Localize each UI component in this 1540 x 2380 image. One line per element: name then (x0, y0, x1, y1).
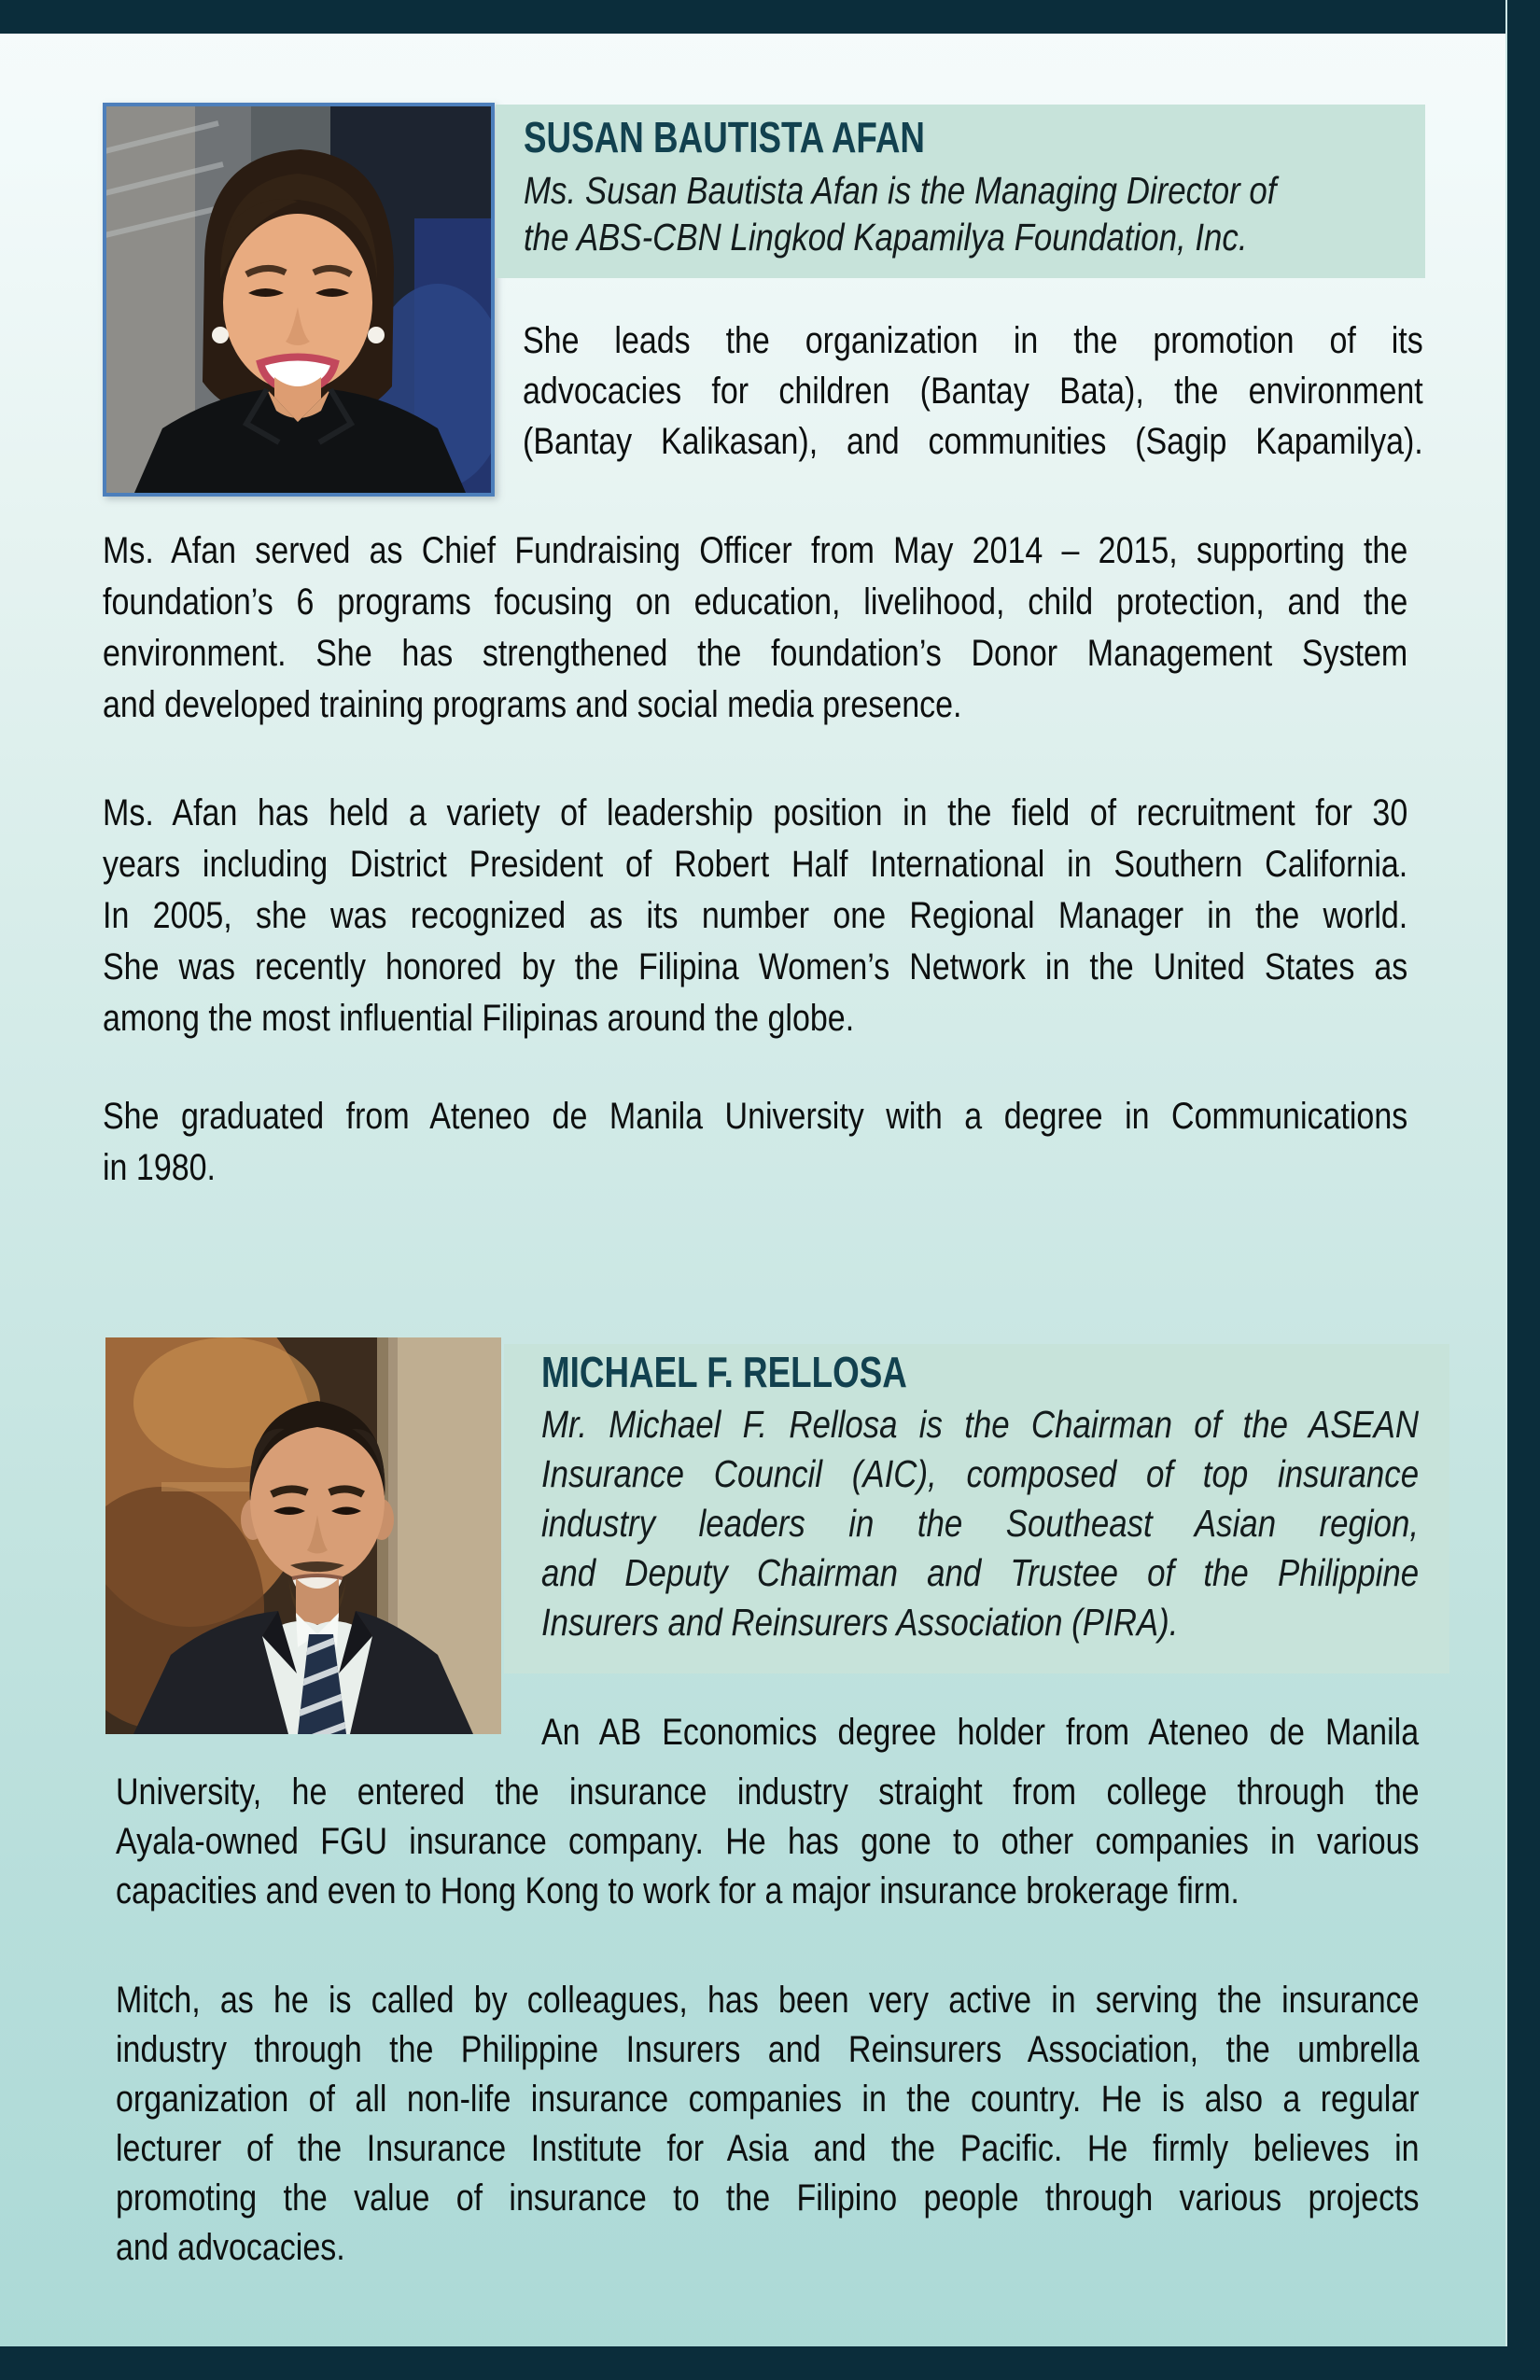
paragraph-michael-advocacy: Mitch, as he is called by colleagues, has been very active in serving the insurance industry through the Philippine Insurers and Reinsurers Association, the umbrella organization of all non-life insurance companies in the country. He is also a regular lecturer of the Insurance Institute for Asia and the Pacific. He firmly believes in promoting the value of insurance to the Filipino people through various projects and advocacies. (116, 1980, 1420, 2268)
photo-susan-bautista-afan (103, 103, 495, 497)
tagline-susan: Ms. Susan Bautista Afan is the Managing Director of the ABS-CBN Lingkod Kapamilya Foundation, Inc. (524, 169, 1277, 259)
tagline-michael: Mr. Michael F. Rellosa is the Chairman of the ASEAN Insurance Council (AIC), composed of top insurance industry leaders in the Southeast Asian region, and Deputy Chairman and Trustee of the Philippine Insurers and Reinsurers Association (PIRA). (541, 1403, 1420, 1644)
top-border-bar (0, 0, 1540, 34)
right-border-bar (1505, 0, 1540, 2380)
paragraph-susan-leadership: Ms. Afan has held a variety of leadership position in the field of recruitment for 30 years including District President of Robert Half International in Southern California. In 2005, she was recognized as its number one Regional Manager in the world. She was recently honored by the Filipina Women’s Network in the United States as among the most influential Filipinas around the globe. (103, 792, 1408, 1039)
profile-name-michael: MICHAEL F. RELLOSA (541, 1348, 907, 1396)
paragraph-susan-education: She graduated from Ateneo de Manila University with a degree in Communications in 1980. (103, 1096, 1408, 1188)
portrait-woman-illustration (106, 106, 491, 493)
intro-paragraph-susan: She leads the organization in the promotion of its advocacies for children (Bantay Bata), the environment (Bantay Kalikasan), and communities (Sagip Kapamilya). (523, 320, 1423, 462)
profile-name-susan: SUSAN BAUTISTA AFAN (524, 113, 926, 161)
paragraph-michael-career: University, he entered the insurance industry straight from college through the Ayala-owned FGU insurance company. He has gone to other companies in various capacities and even to Hong Kong to work for a major insurance brokerage firm. (116, 1771, 1420, 1911)
paragraph-michael-education-lead: An AB Economics degree holder from Ateneo de Manila (541, 1712, 1420, 1753)
paragraph-susan-fundraising: Ms. Afan served as Chief Fundraising Officer from May 2014 – 2015, supporting the foundation’s 6 programs focusing on education, livelihood, child protection, and the environment. She has strengthened the foundation’s Donor Management System and developed training programs and social media presence. (103, 530, 1408, 725)
photo-michael-rellosa (105, 1337, 501, 1734)
bottom-border-bar (0, 2346, 1540, 2380)
portrait-man-illustration (105, 1337, 501, 1734)
